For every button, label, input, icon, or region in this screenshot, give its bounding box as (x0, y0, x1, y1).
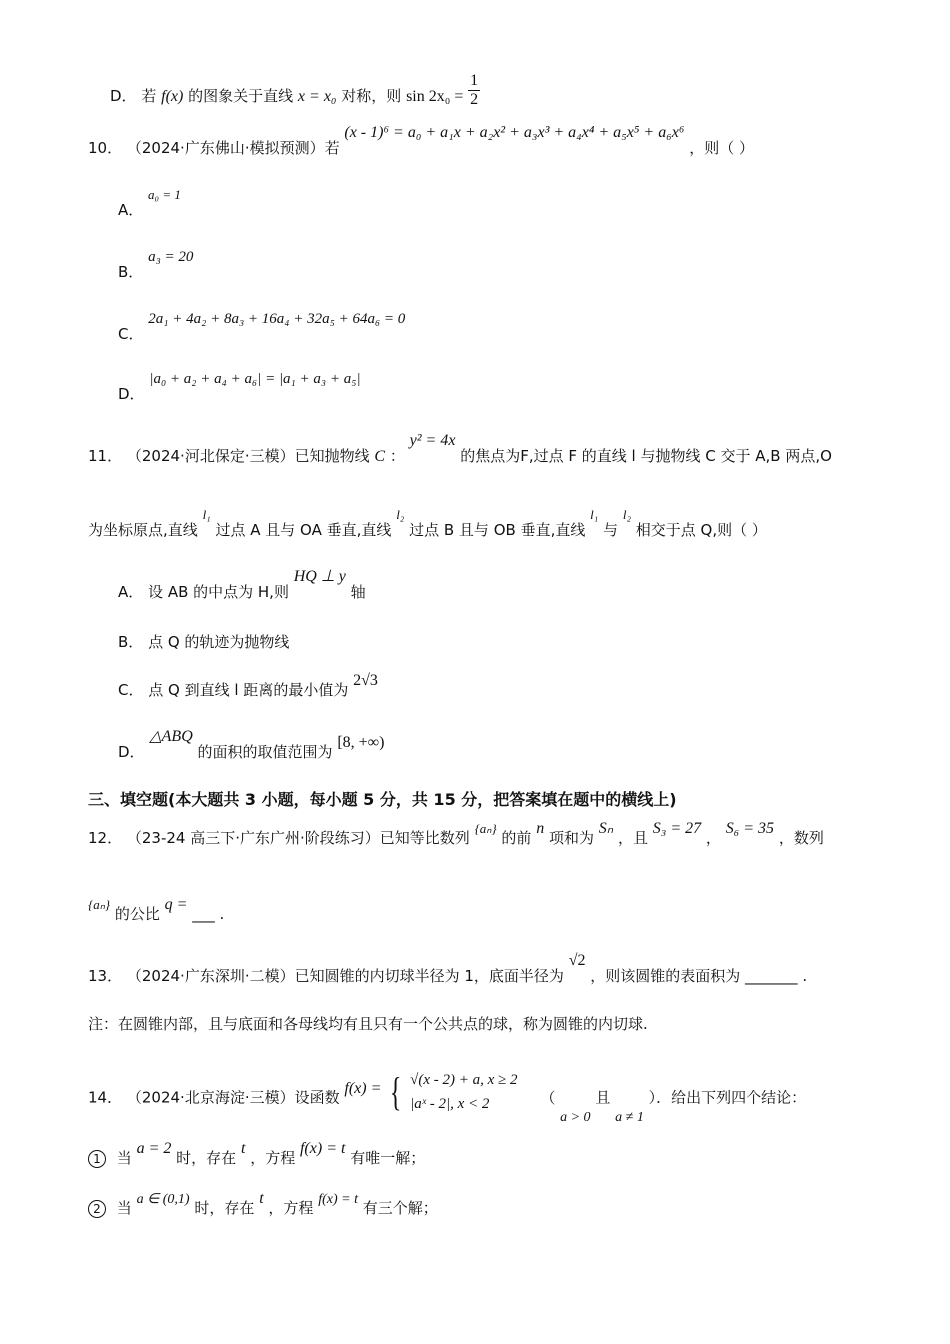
question-text: 有唯一解； (350, 1149, 426, 1167)
option-text: 的面积的取值范围为 (197, 743, 333, 761)
option-math: △ABQ (149, 728, 193, 745)
line-l1: l₁ (202, 507, 211, 522)
option-label: A． (118, 201, 144, 219)
curve-name: C (374, 448, 386, 465)
option-math: a₃ = 20 (148, 249, 194, 265)
option-label: D． (118, 743, 145, 761)
piecewise-cases (410, 1068, 517, 1116)
circled-number: 1 (88, 1150, 106, 1168)
binomial-equation: (x - 1)⁶ = a₀ + a₁x + a₂x² + a₃x³ + a₄x⁴ + a₅x⁵ + a₆x⁶ (344, 124, 685, 141)
question-text: 与 (603, 521, 619, 539)
parabola-equation: y² = 4x (409, 432, 456, 449)
question-number: 14． (88, 1088, 123, 1107)
question-text: 为坐标原点,直线 (88, 521, 198, 539)
question-number: 12． (88, 829, 123, 847)
option-text: 轴 (350, 583, 366, 601)
q11-stem-line2 (88, 507, 767, 541)
piece-two: |aˣ - 2|, x < 2 (410, 1096, 490, 1112)
question-source: （23-24 高三下·广东广州·阶段练习）已知等比数列 (126, 829, 470, 847)
q10-option-a (118, 187, 181, 221)
question-number: 11． (88, 447, 123, 465)
q11-option-d (118, 728, 385, 763)
math-t: t (259, 1190, 264, 1207)
math-sn: Sₙ (598, 820, 614, 837)
answer-blank[interactable]: _______ (745, 967, 798, 985)
question-number: 13． (88, 967, 123, 985)
line-l2: l₂ (396, 507, 405, 522)
question-text: ，数列 (778, 829, 824, 847)
question-text: ，且 (617, 829, 648, 847)
option-math: HQ ⊥ y (293, 568, 346, 585)
math-s3: S₃ = 27 (652, 820, 702, 837)
question-text: 当 (116, 1149, 132, 1167)
q9-option-d (110, 72, 480, 115)
q13-stem (88, 952, 808, 987)
question-text: . (219, 905, 225, 923)
colon: ： (389, 447, 405, 465)
question-text: 时，存在 (176, 1149, 237, 1167)
math-n: n (536, 820, 545, 837)
question-text: . (802, 967, 808, 985)
piecewise-brace: { (389, 1069, 402, 1114)
q11-option-b (118, 632, 289, 652)
question-text: ， (705, 829, 721, 847)
fraction-denominator: 2 (470, 91, 479, 108)
fraction-numerator: 1 (470, 72, 479, 89)
question-tail: ，则（ ） (689, 139, 754, 157)
math-q: q = (164, 896, 188, 913)
option-label: C． (118, 325, 144, 343)
option-math: 2√3 (353, 672, 378, 689)
q12-stem-line1 (88, 820, 824, 849)
option-math: |a₀ + a₂ + a₄ + a₆| = |a₁ + a₃ + a₅| (149, 371, 361, 387)
question-text: 过点 B 且与 OB 垂直,直线 (409, 521, 586, 539)
q12-stem-line2 (88, 896, 225, 925)
circled-number: 2 (88, 1200, 106, 1218)
math-a: a = 2 (136, 1140, 172, 1157)
math-a: a ∈ (0,1) (136, 1192, 190, 1207)
option-text: 对称，则 (341, 87, 402, 105)
question-text: ，方程 (250, 1149, 296, 1167)
option-label: C． (118, 681, 144, 699)
q14-conclusion-2 (88, 1190, 438, 1220)
line-l2: l₂ (622, 507, 631, 522)
q13-note: 注：在圆锥内部，且与底面和各母线均有且只有一个公共点的球，称为圆锥的内切球. (88, 1015, 648, 1033)
question-text: ，方程 (268, 1199, 314, 1217)
question-text: 项和为 (549, 829, 595, 847)
math-fx: f(x) = (344, 1079, 382, 1097)
cond-a: a > 0 (560, 1109, 591, 1125)
question-text: 的焦点为F,过点 F 的直线 l 与抛物线 C 交于 A,B 两点,O (460, 447, 832, 465)
question-source: （2024·北京海淀·三模）设函数 (126, 1088, 340, 1107)
sequence: {aₙ} (474, 821, 497, 836)
option-math: a₀ = 1 (148, 187, 181, 202)
answer-blank[interactable]: ___ (192, 905, 215, 923)
fraction-half (468, 72, 480, 109)
question-text: ）．给出下列四个结论： (648, 1088, 807, 1107)
q11-stem-line1 (88, 432, 832, 467)
question-source: （2024·广东深圳·二模）已知圆锥的内切球半径为 1，底面半径为 (126, 967, 564, 985)
option-label: B． (118, 633, 144, 651)
option-label: D． (118, 385, 145, 403)
math-s6: S₆ = 35 (725, 820, 775, 837)
question-text: 的前 (501, 829, 532, 847)
math-line: x = x₀ (297, 88, 337, 105)
question-text: 时，存在 (194, 1199, 255, 1217)
question-source: （2024·广东佛山·模拟预测）若 (126, 139, 340, 157)
option-text: 点 Q 的轨迹为抛物线 (148, 633, 290, 651)
option-text: 的图象关于直线 (188, 87, 294, 105)
q10-option-d (118, 371, 361, 405)
math-fx: f(x) (161, 88, 184, 105)
math-sin: sin 2x₀ = (406, 88, 464, 105)
question-text: 相交于点 Q,则（ ） (635, 521, 767, 539)
math-radius: √2 (568, 952, 586, 969)
option-range: [8, +∞) (337, 734, 385, 751)
math-equation: f(x) = t (299, 1140, 346, 1157)
option-text: 点 Q 到直线 l 距离的最小值为 (148, 681, 349, 699)
q14-conclusion-1 (88, 1140, 426, 1169)
question-text: 当 (116, 1199, 132, 1217)
line-l1: l₁ (590, 507, 599, 522)
option-label: B． (118, 263, 144, 281)
question-text: 且 (595, 1088, 611, 1107)
question-text: （ (540, 1088, 556, 1107)
cond-b: a ≠ 1 (615, 1109, 644, 1125)
piece-one: √(x - 2) + a, x ≥ 2 (410, 1072, 518, 1088)
option-text: 若 (141, 87, 157, 105)
q10-stem (88, 124, 754, 159)
question-text: 有三个解； (362, 1199, 438, 1217)
option-label: A． (118, 583, 144, 601)
math-t: t (240, 1140, 246, 1157)
question-number: 10． (88, 139, 123, 157)
q11-option-a (118, 568, 366, 603)
math-equation: f(x) = t (318, 1192, 358, 1207)
question-text: ，则该圆锥的表面积为 (590, 967, 741, 985)
q10-option-b (118, 249, 194, 283)
question-source: （2024·河北保定·三模）已知抛物线 (126, 447, 370, 465)
option-label: D． (110, 87, 137, 105)
section-heading: 三、填空题(本大题共 3 小题，每小题 5 分，共 15 分，把答案填在题中的横线上) (88, 790, 677, 809)
q11-option-c (118, 672, 378, 701)
q10-option-c (118, 311, 406, 345)
sequence: {aₙ} (88, 897, 111, 912)
question-text: 过点 A 且与 OA 垂直,直线 (215, 521, 392, 539)
option-math: 2a₁ + 4a₂ + 8a₃ + 16a₄ + 32a₅ + 64a₆ = 0 (148, 311, 406, 327)
question-text: 的公比 (114, 905, 160, 923)
q14-stem (88, 1069, 807, 1125)
option-text: 设 AB 的中点为 H,则 (148, 583, 289, 601)
